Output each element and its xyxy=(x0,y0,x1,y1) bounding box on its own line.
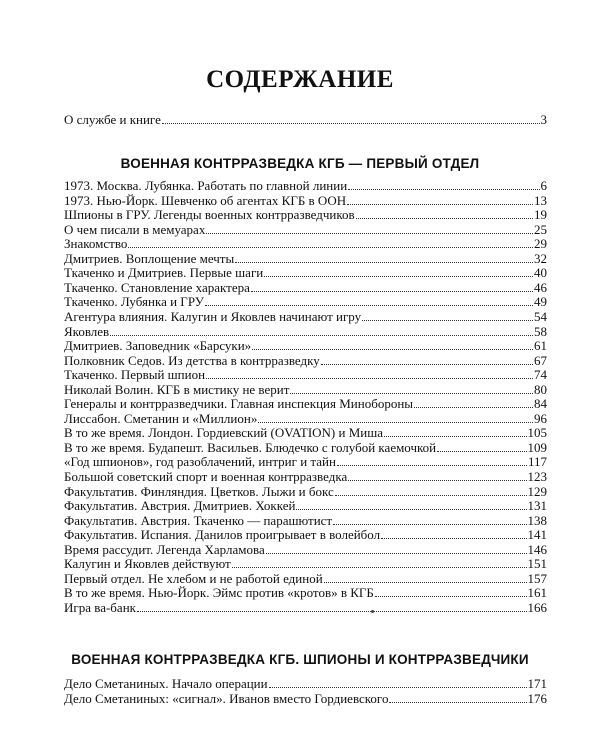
toc-entry-label: О чем писали в мемуарах xyxy=(64,221,206,237)
toc-entry-page: 19 xyxy=(534,207,547,223)
toc-entry xyxy=(64,265,547,280)
toc-entry-label: В то же время. Нью-Йорк. Эймс против «кротов» в КГБ xyxy=(64,585,374,601)
toc-entry-label: Первый отдел. Не хлебом и не работой единой xyxy=(64,570,323,586)
toc-entry xyxy=(64,556,547,571)
toc-entry-page: 29 xyxy=(534,236,547,252)
toc-entry xyxy=(64,425,547,440)
toc-entry-page: 141 xyxy=(527,527,547,543)
page-title: СОДЕРЖАНИЕ xyxy=(206,66,394,93)
toc-entry-label: Факультатив. Финляндия. Цветков. Лыжи и бокс xyxy=(64,483,334,499)
toc-entry-page: 117 xyxy=(527,454,547,470)
toc-entry-label: Лиссабон. Сметанин и «Миллион» xyxy=(64,410,258,426)
toc-entry-page: 84 xyxy=(534,396,547,412)
toc-entry-page: 40 xyxy=(534,265,547,281)
toc-entry-label: Шпионы в ГРУ. Легенды военных контрразведчиков xyxy=(64,207,355,223)
toc-entry-page: 80 xyxy=(534,381,547,397)
toc-entry-label: 1973. Нью-Йорк. Шевченко об агентах КГБ в ООН xyxy=(64,192,347,208)
leader-dots xyxy=(362,320,533,321)
toc-entry xyxy=(64,469,547,484)
toc-entry-page: 46 xyxy=(534,279,547,295)
toc-entry-page: 6 xyxy=(540,178,547,193)
toc-entry xyxy=(64,542,547,557)
leader-dots xyxy=(348,189,539,190)
toc-entry-label: Полковник Седов. Из детства в контрразведку xyxy=(64,352,320,368)
toc-entry-label: Яковлев xyxy=(64,323,110,339)
toc-entry-label: Ткаченко. Становление характера xyxy=(64,279,250,295)
leader-dots xyxy=(128,247,533,248)
toc-entry-label: Большой советский спорт и военная контрразведка xyxy=(64,469,348,484)
toc-entry-page: 96 xyxy=(534,410,547,426)
toc-entry-page: 176 xyxy=(527,690,547,706)
toc-entry-page: 171 xyxy=(527,676,547,691)
leader-dots xyxy=(235,262,533,263)
toc-entry-page: 131 xyxy=(527,498,547,514)
leader-dots xyxy=(258,422,533,423)
toc-entry xyxy=(64,353,547,368)
toc-entry xyxy=(64,222,547,237)
leader-dots xyxy=(296,509,526,510)
toc-entry-page: 3 xyxy=(540,112,547,127)
toc-entry-label: Факультатив. Австрия. Дмитриев. Хоккей xyxy=(64,498,296,514)
toc-entry-label: В то же время. Будапешт. Васильев. Блюдечко с голубой каемочкой xyxy=(64,439,437,455)
toc-entry-label: Дмитриев. Воплощение мечты xyxy=(64,250,235,266)
leader-dots xyxy=(252,349,533,350)
leader-dots xyxy=(356,218,533,219)
toc-entry xyxy=(64,396,547,411)
section-heading-1: ВОЕННАЯ КОНТРРАЗВЕДКА КГБ — ПЕРВЫЙ ОТДЕЛ xyxy=(120,156,480,171)
toc-entry xyxy=(64,454,547,469)
toc-entry-label: Дело Сметаниных: «сигнал». Иванов вместо Гордиевского xyxy=(64,690,389,706)
toc-entry-label: Факультатив. Австрия. Ткаченко — парашютист xyxy=(64,512,333,528)
leader-dots xyxy=(375,596,527,597)
toc-entry-intro xyxy=(64,112,547,127)
toc-entry-label: О службе и книге xyxy=(64,112,161,127)
leader-dots xyxy=(232,567,527,568)
toc-entry xyxy=(64,280,547,295)
toc-entry xyxy=(64,498,547,513)
toc-entry-page: 109 xyxy=(527,439,547,455)
toc-entry-label: В то же время. Лондон. Гордиевский (OVATION) и Миша xyxy=(64,425,384,441)
toc-entry-label: Агентура влияния. Калугин и Яковлев начинают игру xyxy=(64,308,362,324)
toc-entry-page: 54 xyxy=(534,308,547,324)
toc-entry-label: Дмитриев. Заповедник «Барсуки» xyxy=(64,338,252,354)
leader-dots xyxy=(206,233,533,234)
toc-entry-label: «Год шпионов», год разоблачений, интриг и тайн xyxy=(64,454,336,470)
toc-entry-label: Ткаченко. Лубянка и ГРУ xyxy=(64,294,204,310)
leader-dots xyxy=(348,480,526,481)
section-heading-2: ВОЕННАЯ КОНТРРАЗВЕДКА КГБ. ШПИОНЫ И КОНТРРАЗВЕДЧИКИ xyxy=(71,652,529,667)
leader-dots xyxy=(162,123,540,124)
toc-entry-page: 49 xyxy=(534,294,547,310)
toc-entry-label: Игра ва-банк xyxy=(64,599,136,615)
toc-entry-label: Калугин и Яковлев действуют xyxy=(64,556,231,572)
toc-entry xyxy=(64,691,547,706)
toc-entry-page: 25 xyxy=(534,221,547,237)
toc-entry xyxy=(64,294,547,309)
toc-entry-label: Николай Волин. КГБ в мистику не верит xyxy=(64,381,290,397)
toc-entry-label: Время рассудит. Легенда Харламова xyxy=(64,541,265,557)
toc-entry xyxy=(64,440,547,455)
toc-entry xyxy=(64,251,547,266)
leader-dots xyxy=(384,436,526,437)
toc-entry-page: 146 xyxy=(527,541,547,557)
toc-entry xyxy=(64,527,547,542)
toc-entry-page: 61 xyxy=(534,338,547,354)
toc-entry xyxy=(64,676,547,691)
leader-dots xyxy=(264,276,533,277)
leader-dots xyxy=(137,611,527,612)
toc-entry-label: Факультатив. Испания. Данилов проигрывает в волейбол xyxy=(64,527,381,543)
toc-entry-page: 161 xyxy=(527,585,547,601)
toc-entry-label: 1973. Москва. Лубянка. Работать по главной линии xyxy=(64,178,348,193)
leader-dots xyxy=(251,291,533,292)
toc-entry-label: Знакомство xyxy=(64,236,128,252)
toc-entry-page: 138 xyxy=(527,512,547,528)
leader-dots xyxy=(269,687,527,688)
leader-dots xyxy=(337,465,527,466)
toc-entry xyxy=(64,193,547,208)
leader-dots xyxy=(381,538,526,539)
leader-dots xyxy=(321,364,533,365)
toc-entry-label: Ткаченко и Дмитриев. Первые шаги xyxy=(64,265,264,281)
leader-dots xyxy=(206,378,533,379)
toc-entry xyxy=(64,309,547,324)
toc-entry xyxy=(64,484,547,499)
leader-dots xyxy=(437,451,526,452)
leader-dots xyxy=(333,524,526,525)
toc-entry-page: 32 xyxy=(534,250,547,266)
toc-entry-page: 13 xyxy=(534,192,547,208)
toc-entry xyxy=(64,367,547,382)
toc-entry xyxy=(64,236,547,251)
print-speck xyxy=(371,610,374,613)
toc-entry-label: Генералы и контрразведчики. Главная инспекция Минобороны xyxy=(64,396,414,412)
toc-entry xyxy=(64,411,547,426)
toc-entry-page: 166 xyxy=(527,599,547,615)
toc-entry xyxy=(64,178,547,193)
leader-dots xyxy=(414,407,533,408)
toc-entry xyxy=(64,600,547,615)
toc-entry xyxy=(64,207,547,222)
toc-entry-page: 129 xyxy=(527,483,547,499)
toc-entry xyxy=(64,513,547,528)
leader-dots xyxy=(347,204,533,205)
toc-entry-page: 151 xyxy=(527,556,547,572)
toc-entry-label: Дело Сметаниных. Начало операции xyxy=(64,676,268,691)
leader-dots xyxy=(290,393,533,394)
leader-dots xyxy=(205,305,533,306)
leader-dots xyxy=(266,553,527,554)
toc-entry xyxy=(64,382,547,397)
toc-entry-page: 67 xyxy=(534,352,547,368)
toc-entry-page: 123 xyxy=(527,469,547,484)
toc-entry-page: 74 xyxy=(534,367,547,383)
toc-entry-label: Ткаченко. Первый шпион xyxy=(64,367,206,383)
toc-entry-page: 58 xyxy=(534,323,547,339)
leader-dots xyxy=(324,582,527,583)
toc-entry-page: 157 xyxy=(527,570,547,586)
toc-entry xyxy=(64,585,547,600)
toc-entry xyxy=(64,338,547,353)
leader-dots xyxy=(335,495,527,496)
toc-entry xyxy=(64,571,547,586)
toc-entry-page: 105 xyxy=(527,425,547,441)
toc-entry xyxy=(64,324,547,339)
leader-dots xyxy=(110,335,533,336)
leader-dots xyxy=(389,702,526,703)
